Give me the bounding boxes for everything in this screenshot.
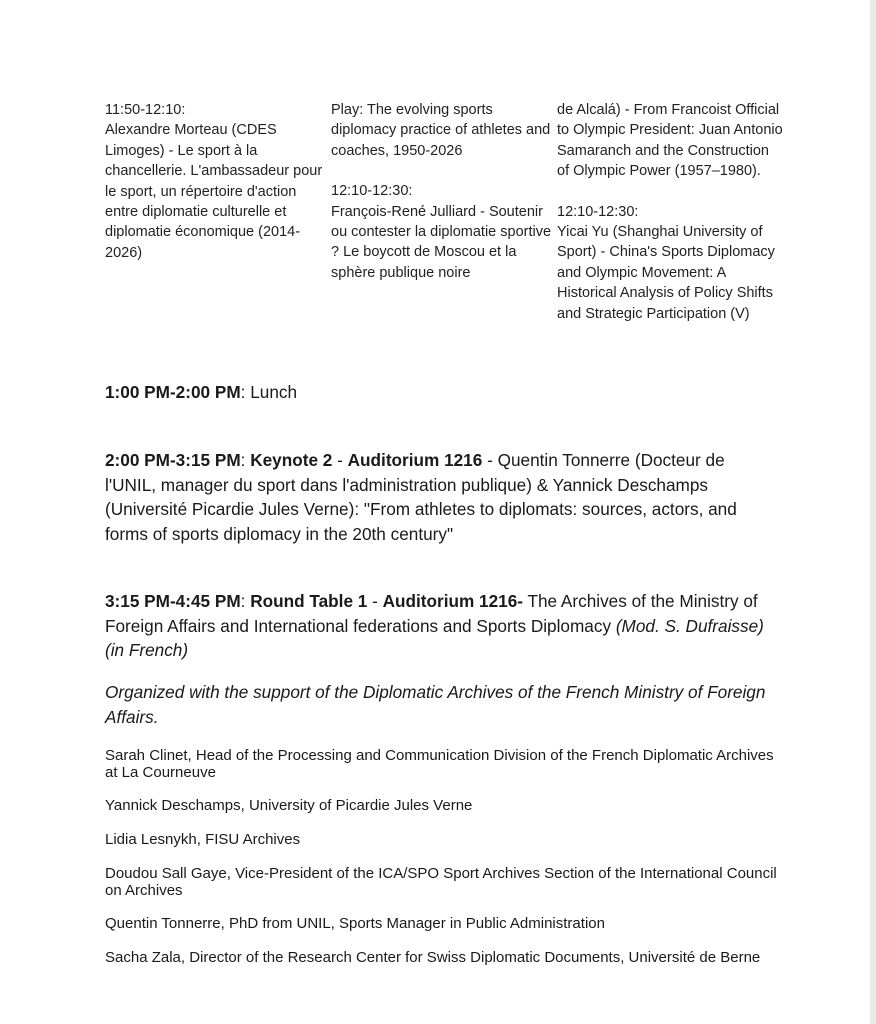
talk-entry xyxy=(105,100,331,263)
talk-text: Play: The evolving sports diplomacy practice of athletes and coaches, 1950-2026 xyxy=(331,102,551,159)
roundtable-title: Round Table 1 xyxy=(250,591,368,611)
panelist-item: Sarah Clinet, Head of the Processing and Communication Division of the French Diplomatic Archives at La Courneuve xyxy=(105,747,774,781)
talk-text: François-René Julliard - Soutenir ou contester la diplomatie sportive ? Le boycott de Moscou et la sphère publique noire xyxy=(331,203,552,281)
roundtable-time: 3:15 PM-4:45 PM xyxy=(105,591,241,611)
panelist-item: Yannick Deschamps, University of Picardie Jules Verne xyxy=(105,797,473,814)
talk-text: Yicai Yu (Shanghai University of Sport) - China's Sports Diplomacy and Olympic Movement: A Historical Analysis of Policy Shifts and Strategic Participation (V) xyxy=(557,224,775,322)
panelist-item: Doudou Sall Gaye, Vice-President of the ICA/SPO Sport Archives Section of the International Council on Archives xyxy=(105,865,777,899)
roundtable-entry xyxy=(105,589,775,663)
separator: : xyxy=(240,591,251,611)
organized-text: Organized with the support of the Diplomatic Archives of the French Ministry of Foreign Affairs. xyxy=(105,682,766,727)
panelist-item: Quentin Tonnerre, PhD from UNIL, Sports Manager in Public Administration xyxy=(105,915,605,932)
keynote-text: - Quentin Tonnerre (Docteur de l'UNIL, manager du sport dans l'administration publique) & Yannick Deschamps (Université Picardie Jules Verne): "From athletes to diplomats: sources, actors, and forms of sports diplomacy in the 20th century" xyxy=(105,450,737,544)
talk-time: 12:10-12:30: xyxy=(331,183,413,200)
session-column-2 xyxy=(331,100,557,344)
keynote-room: Auditorium 1216 xyxy=(347,450,483,470)
separator: - xyxy=(332,450,348,470)
roundtable-note: (Mod. S. Dufraisse) (in French) xyxy=(105,615,764,660)
talk-entry xyxy=(331,100,557,161)
keynote-time: 2:00 PM-3:15 PM xyxy=(105,450,241,470)
talk-text: de Alcalá) - From Francoist Official to Olympic President: Juan Antonio Samaranch and the Construction of Olympic Power (1957–1980). xyxy=(557,102,783,180)
roundtable-text: The Archives of the Ministry of Foreign Affairs and International federations and Sports Diplomacy xyxy=(105,591,758,636)
session-column-3 xyxy=(557,100,783,344)
keynote-entry xyxy=(105,448,775,546)
page-edge xyxy=(870,0,876,1024)
talk-time: 12:10-12:30: xyxy=(557,203,639,220)
talk-entry xyxy=(331,181,557,283)
lunch-time: 1:00 PM-2:00 PM xyxy=(105,382,241,402)
keynote-title: Keynote 2 xyxy=(250,450,333,470)
roundtable-room: Auditorium 1216- xyxy=(382,591,524,611)
talk-text: Alexandre Morteau (CDES Limoges) - Le sport à la chancellerie. L'ambassadeur pour le sport, un répertoire d'action entre diplomatie culturelle et diplomatie économique (2014-2026) xyxy=(105,122,323,261)
session-column-1 xyxy=(105,100,331,344)
lunch-label: Lunch xyxy=(250,382,298,402)
panelist-item: Sacha Zala, Director of the Research Center for Swiss Diplomatic Documents, Université de Berne xyxy=(105,949,761,966)
talk-time: 11:50-12:10: xyxy=(105,102,186,118)
organized-note xyxy=(105,680,775,729)
separator: : xyxy=(240,450,251,470)
talk-entry xyxy=(557,100,783,182)
separator: - xyxy=(367,591,383,611)
session-columns xyxy=(105,100,785,344)
talk-entry xyxy=(557,202,783,324)
separator: : xyxy=(240,382,251,402)
panelist-item: Lidia Lesnykh, FISU Archives xyxy=(105,831,301,848)
lunch-entry xyxy=(105,380,775,405)
